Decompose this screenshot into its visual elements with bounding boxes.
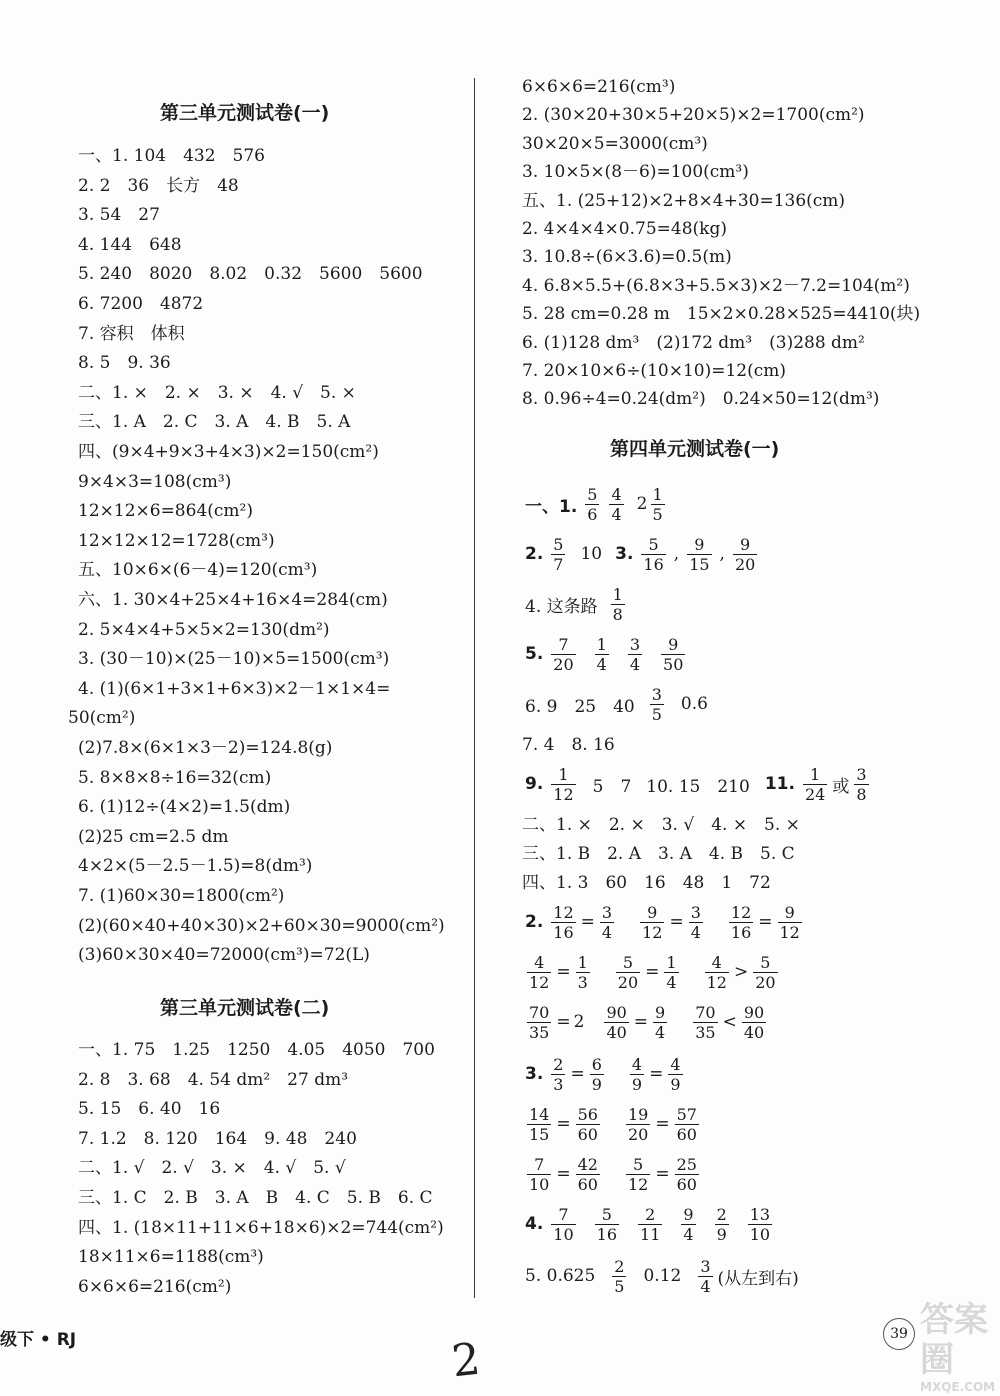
fraction: $\frac{12}{16}$ (730, 902, 752, 942)
answer-line: 六、1. 30×4+25×4+16×4=284(cm) (78, 590, 388, 610)
edition-label: 级下 • RJ (0, 1330, 77, 1350)
answer-row-4-5: 5. 0.625 $\frac{2}{5}$ 0.12 $\frac{3}{4}$ (从左到右) (525, 1256, 799, 1296)
fraction: $\frac{4}{12}$ (706, 952, 727, 992)
watermark-logo: 答案圈 MXQE.COM (920, 1300, 996, 1394)
answer-line: 6×6×6=216(cm³) (522, 77, 676, 97)
fraction: $\frac{70}{35}$ (695, 1002, 716, 1042)
answer-line: 18×11×6=1188(cm³) (78, 1247, 264, 1268)
fraction: $\frac{1}{5}$ (652, 484, 663, 524)
fraction: $\frac{5}{16}$ (643, 534, 664, 574)
fraction: $\frac{3}{5}$ (651, 684, 662, 724)
fraction: $\frac{4}{12}$ (529, 952, 550, 992)
answer-line: 4. (1)(6×1+3×1+6×3)×2－1×1×4= (78, 678, 391, 699)
fraction: $\frac{4}{9}$ (631, 1054, 643, 1094)
fraction: $\frac{90}{40}$ (743, 1002, 765, 1042)
page-number: 39 (883, 1318, 915, 1350)
fraction: $\frac{56}{60}$ (577, 1104, 598, 1144)
fraction: $\frac{9}{12}$ (779, 902, 800, 942)
fraction: $\frac{7}{20}$ (553, 634, 574, 674)
fraction: $\frac{5}{7}$ (553, 534, 564, 574)
answer-row-4-2c: $\frac{70}{35}$ = 2 $\frac{90}{40}$ = $\frac{9}{4}$ $\frac{70}{35}$ < $\frac{90}{40}$ (529, 1002, 765, 1042)
answer-row-7-8: 7. 4 8. 16 (522, 735, 615, 755)
fraction: $\frac{9}{4}$ (655, 1002, 666, 1042)
answer-line: 三、1. A 2. C 3. A 4. B 5. A (78, 412, 351, 433)
answer-row-4: 4. 这条路 $\frac{1}{8}$ (525, 584, 623, 624)
fraction: $\frac{5}{20}$ (755, 952, 776, 992)
answer-line: 3. 10×5×(8－6)=100(cm³) (522, 162, 749, 183)
answer-line: 2. 4×4×4×0.75=48(kg) (522, 219, 727, 239)
fraction: $\frac{5}{16}$ (596, 1204, 618, 1244)
answer-row-9-11: 9. $\frac{1}{12}$ 5 7 10. 15 210 11. $\frac{1}{24}$ 或 $\frac{3}{8}$ (525, 764, 867, 804)
answer-line: (3)60×30×40=72000(cm³)=72(L) (78, 945, 370, 966)
fraction: $\frac{13}{10}$ (749, 1204, 771, 1244)
fraction: $\frac{1}{4}$ (596, 634, 607, 674)
section-title-unit3-test1: 第三单元测试卷(一) (160, 102, 330, 124)
answer-line: 2. 8 3. 68 4. 54 dm² 27 dm³ (78, 1069, 349, 1090)
fraction: $\frac{42}{60}$ (577, 1154, 598, 1194)
fraction: $\frac{3}{4}$ (629, 634, 641, 674)
answer-line: 6. 7200 4872 (78, 294, 204, 314)
answer-line: 7. 1.2 8. 120 164 9. 48 240 (78, 1128, 357, 1149)
answer-line: 一、1. 75 1.25 1250 4.05 4050 700 (78, 1040, 435, 1060)
answer-line: 2. (30×20+30×5+20×5)×2=1700(cm²) (522, 105, 865, 126)
answer-line: 7. 容积 体积 (78, 323, 185, 344)
fraction: $\frac{2}{9}$ (716, 1204, 727, 1244)
fraction: $\frac{9}{15}$ (689, 534, 710, 574)
fraction: $\frac{1}{4}$ (666, 952, 677, 992)
answer-line: 5. 8×8×8÷16=32(cm) (78, 767, 272, 788)
answer-line: 9×4×3=108(cm³) (78, 471, 232, 492)
answer-line: (2)(60×40+40×30)×2+60×30=9000(cm²) (78, 915, 445, 936)
answer-line: 3. 54 27 (78, 205, 160, 226)
fraction: $\frac{3}{4}$ (601, 902, 613, 942)
fraction: $\frac{1}{8}$ (612, 584, 623, 624)
answer-row-4-2a: 2. $\frac{12}{16}$ = $\frac{3}{4}$ $\frac{9}{12}$ = $\frac{3}{4}$ $\frac{12}{16}$ = $\frac{9}{12}$ (525, 902, 800, 942)
answer-row-4-3c: $\frac{7}{10}$ = $\frac{42}{60}$ $\frac{5}{12}$ = $\frac{25}{60}$ (529, 1154, 697, 1194)
answer-line: 5. 28 cm=0.28 m 15×2×0.28×525=4410(块) (522, 304, 921, 325)
fraction: $\frac{14}{15}$ (529, 1104, 550, 1144)
fraction: $\frac{25}{60}$ (676, 1154, 697, 1194)
answer-line: 二、1. √ 2. √ 3. × 4. √ 5. √ (78, 1158, 346, 1179)
fraction: $\frac{3}{4}$ (690, 902, 701, 942)
fraction: $\frac{4}{9}$ (670, 1054, 681, 1094)
answer-line: 50(cm²) (68, 708, 136, 729)
answer-line: 12×12×12=1728(cm³) (78, 530, 275, 551)
answer-row-6: 6. 9 25 40 $\frac{3}{5}$ 0.6 (525, 684, 708, 724)
column-divider (474, 78, 475, 1298)
answer-line: 四、(9×4+9×3+4×3)×2=150(cm²) (78, 442, 379, 462)
answer-line: 三、1. C 2. B 3. A B 4. C 5. B 6. C (78, 1188, 433, 1208)
answer-line: 7. 20×10×6÷(10×10)=12(cm) (522, 361, 786, 381)
answer-section-3: 三、1. B 2. A 3. A 4. B 5. C (522, 844, 795, 864)
answer-line: 2. 5×4×4+5×5×2=130(dm²) (78, 619, 330, 640)
fraction: $\frac{9}{20}$ (734, 534, 756, 574)
answer-line: 8. 0.96÷4=0.24(dm²) 0.24×50=12(dm³) (522, 389, 880, 410)
answer-line: 3. (30－10)×(25－10)×5=1500(cm³) (78, 649, 390, 670)
answer-line: 4. 144 648 (78, 234, 182, 255)
answer-row-4-4: 4. $\frac{7}{10}$ $\frac{5}{16}$ $\frac{2}{11}$ $\frac{9}{4}$ $\frac{2}{9}$ $\frac{13}{10}$ (525, 1204, 771, 1244)
fraction: $\frac{7}{10}$ (529, 1154, 550, 1194)
fraction: $\frac{9}{50}$ (663, 634, 684, 674)
fraction: $\frac{5}{12}$ (627, 1154, 649, 1194)
fraction: $\frac{2}{11}$ (640, 1204, 661, 1244)
fraction: $\frac{2}{5}$ (614, 1256, 625, 1296)
fraction: $\frac{9}{12}$ (642, 902, 663, 942)
answer-line: 5. 240 8020 8.02 0.32 5600 5600 (78, 264, 423, 285)
answer-line: 二、1. × 2. × 3. × 4. √ 5. × (78, 382, 356, 403)
fraction: $\frac{7}{10}$ (553, 1204, 574, 1244)
fraction: $\frac{70}{35}$ (529, 1002, 550, 1042)
answer-line: 4×2×(5－2.5－1.5)=8(dm³) (78, 856, 313, 877)
answer-row-1-1: 一、1. $\frac{5}{6}$ $\frac{4}{4}$ 2 $\frac{1}{5}$ (525, 484, 663, 524)
answer-row-4-2b: $\frac{4}{12}$ = $\frac{1}{3}$ $\frac{5}{20}$ = $\frac{1}{4}$ $\frac{4}{12}$ > $\frac{5}{20}$ (529, 952, 776, 992)
answer-line: 6×6×6=216(cm²) (78, 1276, 232, 1297)
fraction: $\frac{19}{20}$ (627, 1104, 649, 1144)
answer-line: 五、1. (25+12)×2+8×4+30=136(cm) (522, 190, 846, 211)
answer-line: (2)25 cm=2.5 dm (78, 826, 229, 847)
answer-line: 7. (1)60×30=1800(cm²) (78, 886, 285, 906)
fraction: $\frac{57}{60}$ (676, 1104, 697, 1144)
fraction: $\frac{1}{3}$ (577, 952, 588, 992)
fraction: $\frac{1}{12}$ (553, 764, 574, 804)
answer-line: 8. 5 9. 36 (78, 353, 171, 374)
handwritten-mark: 2 (449, 1333, 483, 1388)
answer-line: 4. 6.8×5.5+(6.8×3+5.5×3)×2－7.2=104(m²) (522, 275, 910, 296)
answer-line: 5. 15 6. 40 16 (78, 1099, 221, 1120)
fraction: $\frac{5}{6}$ (587, 484, 598, 524)
answer-line: 12×12×6=864(cm²) (78, 501, 253, 522)
fraction: $\frac{5}{20}$ (617, 952, 639, 992)
answer-row-4-3a: 3. $\frac{2}{3}$ = $\frac{6}{9}$ $\frac{4}{9}$ = $\frac{4}{9}$ (525, 1054, 681, 1094)
fraction: $\frac{9}{4}$ (683, 1204, 694, 1244)
answer-line: 3. 10.8÷(6×3.6)=0.5(m) (522, 247, 732, 268)
fraction: $\frac{2}{3}$ (553, 1054, 564, 1094)
fraction: $\frac{6}{9}$ (591, 1054, 602, 1094)
answer-row-5: 5. $\frac{7}{20}$ $\frac{1}{4}$ $\frac{3}{4}$ $\frac{9}{50}$ (525, 634, 684, 674)
fraction: $\frac{90}{40}$ (606, 1002, 627, 1042)
answer-line: 2. 2 36 长方 48 (78, 175, 239, 196)
fraction: $\frac{1}{24}$ (804, 764, 826, 804)
answer-line: 五、10×6×(6－4)=120(cm³) (78, 560, 318, 581)
fraction: $\frac{12}{16}$ (553, 902, 574, 942)
answer-section-2: 二、1. × 2. × 3. √ 4. × 5. × (522, 815, 800, 835)
answer-line: 30×20×5=3000(cm³) (522, 133, 708, 154)
fraction: $\frac{3}{4}$ (700, 1256, 711, 1296)
answer-line: 6. (1)128 dm³ (2)172 dm³ (3)288 dm² (522, 332, 865, 353)
fraction: $\frac{4}{4}$ (611, 484, 622, 524)
answer-row-4-3b: $\frac{14}{15}$ = $\frac{56}{60}$ $\frac{19}{20}$ = $\frac{57}{60}$ (529, 1104, 697, 1144)
fraction: $\frac{3}{8}$ (856, 764, 867, 804)
section-title-unit4-test1: 第四单元测试卷(一) (610, 438, 780, 460)
answer-line: 6. (1)12÷(4×2)=1.5(dm) (78, 797, 291, 818)
answer-line: (2)7.8×(6×1×3－2)=124.8(g) (78, 738, 333, 758)
answer-section-4-1: 四、1. 3 60 16 48 1 72 (522, 873, 771, 893)
answer-row-2-3: 2. $\frac{5}{7}$ 10 3. $\frac{5}{16}$ , $\frac{9}{15}$ , $\frac{9}{20}$ (525, 534, 756, 574)
answer-line: 四、1. (18×11+11×6+18×6)×2=744(cm²) (78, 1217, 444, 1238)
answer-line: 一、1. 104 432 576 (78, 146, 265, 166)
section-title-unit3-test2: 第三单元测试卷(二) (160, 997, 330, 1019)
